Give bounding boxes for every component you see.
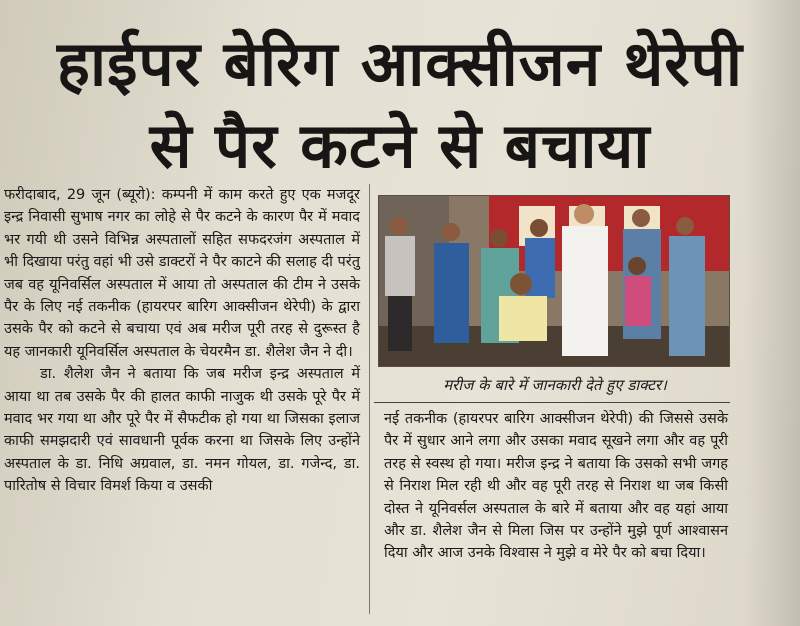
- news-photo: [378, 195, 730, 367]
- headline-line-1: हाईपर बेरिग आक्सीजन थेरेपी: [57, 27, 743, 100]
- caption-rule: [374, 402, 730, 403]
- photo-caption: मरीज के बारे में जानकारी देते हुए डाक्टर।: [443, 376, 667, 394]
- headline-line-2: से पैर कटने से बचाया: [149, 109, 651, 182]
- article-left-column: [4, 184, 360, 512]
- article-paragraph-3: नई तकनीक (हायरपर बारिग आक्सीजन थेरेपी) की जिससे उसके पैर में सुधार आने लगा और उसका मवाद सूखने लगा और वह पूरी तरह से स्वस्थ हो गया। मरीज इन्द्र ने बताया कि उसको सभी जगह से निराश मिल रही थी और वह पूरी तरह से निराश था जब किसी दोस्त ने यूनिवर्सल अस्पताल के बारे में बताया और वह यहां आया और डा. शैलेश जैन से मिला जिस पर उन्होंने मुझे पूर्ण आश्वासन दिया और आज उनके विश्वास ने मुझे व मेरे पैर को बचा दिया।: [384, 411, 728, 562]
- doctors-group-photo: [379, 196, 729, 366]
- column-divider: [369, 184, 370, 614]
- article-paragraph-2: डा. शैलेश जैन ने बताया कि जब मरीज इन्द्र अस्पताल में आया था तब उसके पैर की हालत काफी नाजुक थी उसके पूरे पैर में मवाद भर गया था और पूरे पैर में सैफटीक हो गया था जिसका इलाज काफी समझदारी एवं सावधानी पूर्वक करना था जिसके लिए उन्होंने अस्पताल के डा. निधि अग्रवाल, डा. नमन गोयल, डा. गजेन्द, डा. पारितोष से विचार विमर्श किया व उसकी: [4, 366, 360, 495]
- article-right-column: [384, 408, 728, 565]
- article-paragraph-1: फरीदाबाद, 29 जून (ब्यूरो): कम्पनी में काम करते हुए एक मजदूर इन्द्र निवासी सुभाष नगर का लोहे से पैर कटने के कारण पैर में मवाद भर गयी थी उसने विभिन्न अस्पतालों सहित सफदरजंग अस्पताल में भी दिखाया परंतु वहां भी उसे डाक्टरों ने पैर काटने की सलाह दी परंतु जब वह यूनिवर्सिल अस्पताल में आया तो अस्पताल की टीम ने उसके पैर के लिए नई तकनीक (हायरपर बारिग आक्सीजन थेरेपी) के द्वारा उसके पैर को कटने से बचाया एवं अब मरीज पूरी तरह से दुरूस्त है यह जानकारी यूनिवर्सिल अस्पताल के चेयरमैन डा. शैलेश जैन ने दी।: [4, 187, 360, 360]
- paper-shadow: [744, 0, 800, 626]
